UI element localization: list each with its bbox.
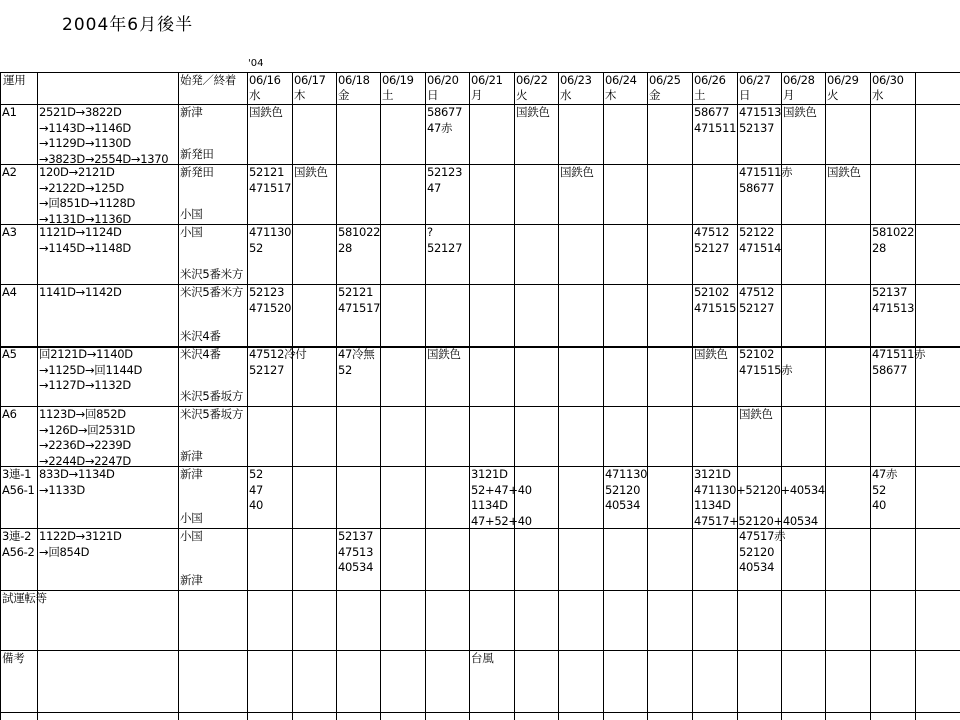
end-station: 米沢5番米方 (180, 267, 244, 281)
unyo-id-line: 3連-1 (2, 467, 32, 481)
day-cell-line: 471517 (338, 300, 381, 315)
column-line (825, 72, 826, 720)
day-header (294, 73, 326, 103)
day-cell-line: 52102 (739, 347, 775, 361)
day-header (827, 73, 859, 103)
day-cell (827, 165, 861, 181)
start-station: 新発田 (180, 165, 214, 179)
day-cell (605, 467, 647, 514)
row-line (0, 284, 960, 285)
day-cell-line: 国鉄色 (694, 347, 728, 361)
row-line (0, 590, 960, 591)
day-cell-line: 471511 (694, 120, 737, 135)
unyo-id (2, 165, 17, 181)
day-cell-line: 52123 (249, 285, 285, 299)
schedule-table (0, 72, 960, 720)
day-date: 06/16 (249, 73, 281, 87)
day-cell-line: 471520 (249, 300, 292, 315)
day-cell-line: 1134D (471, 498, 508, 512)
day-cell-line: 40534 (739, 560, 775, 574)
day-header (471, 73, 503, 103)
day-cell-line: 28 (338, 240, 353, 255)
start-station: 小国 (180, 529, 203, 543)
day-cell-line: 国鉄色 (827, 165, 861, 179)
day-cell-line: 471513 (872, 300, 915, 315)
day-of-week: 土 (694, 88, 706, 102)
day-cell-line: 47512冷付 (249, 347, 307, 361)
day-header (427, 73, 459, 103)
year-mark: '04 (248, 58, 264, 69)
day-date: 06/21 (471, 73, 503, 87)
day-header (249, 73, 281, 103)
column-line (514, 72, 515, 720)
day-cell-line: 28 (872, 240, 887, 255)
unyo-id (2, 529, 34, 560)
day-header (872, 73, 904, 103)
day-header (560, 73, 592, 103)
train-list-line: 1123D→回852D (39, 407, 126, 421)
day-cell (872, 347, 925, 378)
day-cell-line: 52127 (427, 240, 463, 255)
day-cell-line: 台風 (471, 651, 494, 665)
day-cell-line: 581022 (338, 225, 381, 239)
train-list (39, 407, 135, 469)
day-date: 06/28 (783, 73, 815, 87)
day-of-week: 火 (516, 88, 528, 102)
header-route: 始発／終着 (180, 73, 236, 87)
day-date: 06/26 (694, 73, 726, 87)
day-cell-line: 47赤 (872, 467, 898, 481)
column-line (247, 72, 248, 720)
train-list (39, 165, 135, 227)
day-header (739, 73, 771, 103)
train-list-line: →1133D (39, 482, 85, 497)
unyo-id (2, 225, 17, 241)
day-cell-line: 52123 (427, 165, 463, 179)
day-cell (694, 225, 729, 256)
unyo-id-line: A6 (2, 407, 17, 421)
day-cell-line: 47冷無 (338, 347, 375, 361)
end-station: 新津 (180, 449, 203, 463)
day-cell-line: 40 (872, 498, 887, 512)
day-cell-line: 国鉄色 (294, 165, 328, 179)
start-station: 米沢4番 (180, 347, 221, 361)
day-cell-line: 471517 (249, 180, 292, 195)
unyo-id (2, 347, 17, 363)
day-of-week: 火 (827, 88, 839, 102)
train-list-line: →2244D→2247D (39, 453, 131, 468)
day-cell-line: 47512 (739, 285, 775, 299)
day-cell (560, 165, 594, 181)
day-of-week: 水 (560, 88, 572, 102)
start-station: 小国 (180, 225, 203, 239)
day-of-week: 金 (338, 88, 350, 102)
day-cell-line: 471130 (249, 225, 292, 239)
unyo-id (2, 285, 17, 301)
day-cell-line: 47 (427, 180, 442, 195)
column-line (37, 72, 38, 720)
train-list-line: →2236D→2239D (39, 438, 131, 452)
day-date: 06/22 (516, 73, 548, 87)
end-station: 小国 (180, 207, 203, 221)
day-cell (694, 467, 825, 529)
row-line (0, 406, 960, 407)
train-list-line: 1141D→1142D (39, 285, 122, 299)
day-cell-line: 581022 (872, 225, 915, 239)
day-cell (427, 165, 462, 196)
day-cell-line: 国鉄色 (249, 105, 283, 119)
day-cell-line: 国鉄色 (516, 105, 550, 119)
day-cell-line: 52102 (694, 285, 730, 299)
day-cell-line: ? (427, 225, 433, 239)
end-station: 米沢5番坂方 (180, 389, 244, 403)
day-header (694, 73, 726, 103)
day-cell (249, 347, 306, 378)
column-line (292, 72, 293, 720)
day-cell-line: 3121D (694, 467, 731, 481)
day-cell-line: 52137 (872, 285, 908, 299)
day-cell-line: 国鉄色 (783, 105, 817, 119)
day-cell-line: 471515 (694, 300, 737, 315)
train-list-line: →1127D→1132D (39, 378, 131, 392)
day-cell (739, 165, 792, 196)
day-date: 06/18 (338, 73, 370, 87)
day-cell (694, 347, 728, 363)
day-cell-line: 471130 (605, 467, 648, 481)
unyo-id-line: A3 (2, 225, 17, 239)
day-date: 06/19 (382, 73, 414, 87)
day-cell (694, 105, 736, 136)
day-cell-line: 47512 (694, 225, 730, 239)
day-cell (249, 285, 291, 316)
end-station: 新津 (180, 573, 203, 587)
start-station: 米沢5番米方 (180, 285, 244, 299)
day-date: 06/24 (605, 73, 637, 87)
day-cell-line: 52127 (249, 362, 285, 377)
day-cell-line: 40534 (605, 498, 641, 512)
day-cell (249, 225, 291, 256)
end-station: 米沢4番 (180, 329, 221, 343)
column-line (915, 72, 916, 720)
day-date: 06/30 (872, 73, 904, 87)
day-cell (872, 467, 897, 514)
day-cell-line: 471513 (739, 105, 782, 119)
day-cell (249, 165, 291, 196)
day-cell-line: 52 (249, 467, 264, 481)
train-list-line: 回2121D→1140D (39, 347, 133, 361)
day-of-week: 木 (294, 88, 306, 102)
column-line (469, 72, 470, 720)
day-cell-line: 58677 (694, 105, 730, 119)
day-date: 06/25 (649, 73, 681, 87)
row-line (0, 346, 960, 348)
day-cell (739, 225, 781, 256)
day-date: 06/17 (294, 73, 326, 87)
day-cell-line: 471515赤 (739, 362, 793, 377)
day-of-week: 水 (249, 88, 261, 102)
column-line (870, 72, 871, 720)
day-cell-line: 52127 (739, 300, 775, 315)
day-cell (338, 529, 373, 576)
day-of-week: 木 (605, 88, 617, 102)
day-cell-line: 52122 (739, 225, 775, 239)
day-cell-line: 471511赤 (872, 347, 926, 361)
column-line (692, 72, 693, 720)
day-cell-line: 52+47+40 (471, 482, 532, 497)
day-cell-line: 47517+52120+40534 (694, 513, 818, 528)
start-station: 米沢5番坂方 (180, 407, 244, 421)
day-cell-line: 58677 (872, 362, 908, 377)
column-line (178, 72, 179, 720)
unyo-id (2, 591, 47, 607)
column-line (647, 72, 648, 720)
train-list (39, 225, 131, 256)
train-list-line: →回851D→1128D (39, 196, 136, 210)
day-cell-line: 58677 (427, 105, 463, 119)
day-cell (427, 105, 462, 136)
column-line (425, 72, 426, 720)
day-cell (249, 467, 263, 514)
day-cell-line: 52137 (338, 529, 374, 543)
day-header (382, 73, 414, 103)
column-line (603, 72, 604, 720)
column-line (336, 72, 337, 720)
day-cell (338, 285, 380, 316)
day-cell-line: 国鉄色 (560, 165, 594, 179)
day-header (649, 73, 681, 103)
day-cell-line: 52120 (605, 482, 641, 497)
train-list-line: 2521D→3822D (39, 105, 122, 119)
train-list-line: →1129D→1130D (39, 136, 131, 150)
train-list-line: →3823D→2554D→1370 (39, 151, 169, 166)
day-cell (872, 225, 914, 256)
day-cell (471, 467, 532, 529)
train-list-line: →1145D→1148D (39, 240, 131, 255)
day-cell-line: 471511赤 (739, 165, 793, 179)
start-station: 新津 (180, 467, 203, 481)
day-cell-line: 52 (872, 482, 887, 497)
train-list (39, 529, 122, 560)
day-cell-line: 471130+52120+40534 (694, 482, 825, 497)
train-list-line: →1125D→回1144D (39, 362, 143, 377)
day-cell-line: 52 (338, 362, 353, 377)
train-list-line: →回854D (39, 544, 90, 559)
day-cell-line: 52121 (249, 165, 285, 179)
unyo-id-line: A4 (2, 285, 17, 299)
day-header (516, 73, 548, 103)
day-cell (739, 285, 774, 316)
day-cell (739, 407, 773, 423)
day-of-week: 日 (739, 88, 751, 102)
unyo-id-line: A56-2 (2, 544, 35, 559)
unyo-id (2, 407, 17, 423)
day-cell-line: 52137 (739, 120, 775, 135)
unyo-id-line: A1 (2, 105, 17, 119)
day-header (338, 73, 370, 103)
day-cell (338, 225, 380, 256)
day-date: 06/29 (827, 73, 859, 87)
start-station: 新津 (180, 105, 203, 119)
day-cell-line: 1134D (694, 498, 731, 512)
day-cell-line: 52 (249, 240, 264, 255)
day-of-week: 日 (427, 88, 439, 102)
column-line (380, 72, 381, 720)
day-cell-line: 471514 (739, 240, 782, 255)
train-list (39, 105, 168, 167)
unyo-id (2, 467, 34, 498)
train-list-line: 1121D→1124D (39, 225, 122, 239)
day-cell-line: 3121D (471, 467, 508, 481)
day-date: 06/20 (427, 73, 459, 87)
train-list (39, 285, 122, 301)
day-cell (249, 105, 283, 121)
day-cell (783, 105, 817, 121)
day-date: 06/23 (560, 73, 592, 87)
column-line (558, 72, 559, 720)
train-list-line: 1122D→3121D (39, 529, 122, 543)
day-date: 06/27 (739, 73, 771, 87)
row-line (0, 224, 960, 225)
day-cell-line: 国鉄色 (739, 407, 773, 421)
unyo-id (2, 651, 24, 667)
train-list (39, 347, 142, 394)
unyo-id-line: 3連-2 (2, 529, 32, 543)
train-list-line: →1131D→1136D (39, 211, 131, 226)
day-cell (739, 105, 781, 136)
day-cell-line: 47赤 (427, 120, 453, 135)
day-cell-line: 国鉄色 (427, 347, 461, 361)
day-cell-line: 40 (249, 498, 264, 512)
day-cell-line: 52127 (694, 240, 730, 255)
day-of-week: 水 (872, 88, 884, 102)
column-line (737, 72, 738, 720)
day-cell (338, 347, 374, 378)
row-line (0, 712, 960, 713)
unyo-id-line: 試運転等 (2, 591, 47, 605)
day-cell (427, 225, 462, 256)
day-cell (872, 285, 914, 316)
unyo-id (2, 105, 17, 121)
day-cell (294, 165, 328, 181)
day-cell (427, 347, 461, 363)
day-cell (516, 105, 550, 121)
unyo-id-line: A2 (2, 165, 17, 179)
train-list-line: →126D→回2531D (39, 422, 136, 437)
page-title: 2004年6月後半 (62, 15, 194, 35)
day-cell-line: 47 (249, 482, 264, 497)
day-cell-line: 52121 (338, 285, 374, 299)
end-station: 新発田 (180, 147, 214, 161)
day-of-week: 月 (783, 88, 795, 102)
day-cell-line: 58677 (739, 180, 775, 195)
day-of-week: 土 (382, 88, 394, 102)
day-cell-line: 52120 (739, 544, 775, 559)
day-cell (471, 651, 493, 667)
day-header (605, 73, 637, 103)
day-cell-line: 47+52+40 (471, 513, 532, 528)
unyo-id-line: A5 (2, 347, 17, 361)
day-cell-line: 47513 (338, 544, 374, 559)
day-of-week: 金 (649, 88, 661, 102)
unyo-id-line: 備考 (2, 651, 25, 665)
train-list-line: →2122D→125D (39, 180, 124, 195)
day-cell (694, 285, 736, 316)
day-header (783, 73, 815, 103)
header-unyo: 運用 (3, 73, 26, 87)
day-cell-line: 40534 (338, 560, 374, 574)
train-list (39, 467, 115, 498)
unyo-id-line: A56-1 (2, 482, 35, 497)
day-of-week: 月 (471, 88, 483, 102)
train-list-line: 833D→1134D (39, 467, 115, 481)
train-list-line: →1143D→1146D (39, 120, 131, 135)
day-cell (739, 529, 785, 576)
end-station: 小国 (180, 511, 203, 525)
day-cell-line: 47517赤 (739, 529, 786, 543)
train-list-line: 120D→2121D (39, 165, 115, 179)
day-cell (739, 347, 792, 378)
column-line (0, 72, 1, 720)
